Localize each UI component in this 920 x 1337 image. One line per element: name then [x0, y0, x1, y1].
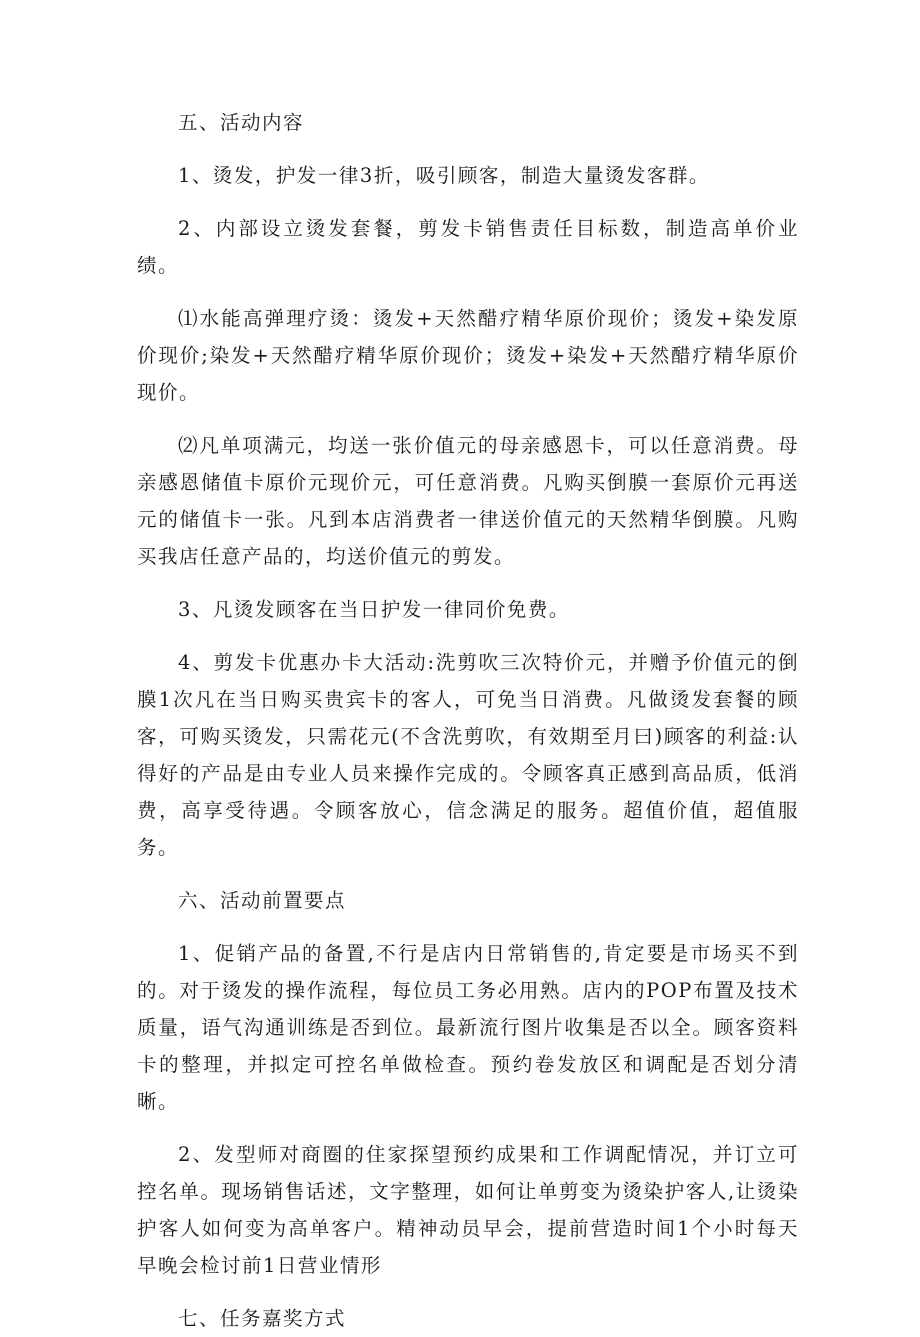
section-heading-preparation: 六、活动前置要点 — [178, 889, 347, 912]
paragraph-prep-1: 1、促销产品的备置,不行是店内日常销售的,肯定要是市场买不到的。对于烫发的操作流程，每位员工务必用熟。店内的POP布置及技术质量，语气沟通训练是否到位。最新流行图片收集是否以全。顾客资料卡的整理，并拟定可控名单做检查。预约卷发放区和调配是否划分清晰。 — [137, 942, 799, 1113]
paragraph-item-3: 3、凡烫发顾客在当日护发一律同价免费。 — [178, 598, 570, 621]
paragraph-prep-2: 2、发型师对商圈的住家探望预约成果和工作调配情况，并订立可控名单。现场销售话述，文字整理，如何让单剪变为烫染护客人,让烫染护客人如何变为高单客户。精神动员早会，提前营造时间1个小时每天早晚会检讨前1日营业情形 — [137, 1143, 799, 1277]
paragraph-item-4: 4、剪发卡优惠办卡大活动:洗剪吹三次特价元，并赠予价值元的倒膜1次凡在当日购买贵宾卡的客人，可免当日消费。凡做烫发套餐的顾客，可购买烫发，只需花元(不含洗剪吹，有效期至月曰)顾客的利益:认得好的产品是由专业人员来操作完成的。令顾客真正感到高品质，低消费，高享受待遇。令顾客放心，信念满足的服务。超值价值，超值服务。 — [137, 651, 799, 859]
paragraph-sub-item-1: ⑴水能高弹理疗烫：烫发+天然醋疗精华原价现价；烫发+染发原价现价;染发+天然醋疗精华原价现价；烫发+染发+天然醋疗精华原价现价。 — [137, 307, 799, 404]
paragraph-item-1: 1、烫发，护发一律3折，吸引顾客，制造大量烫发客群。 — [178, 164, 710, 187]
paragraph-sub-item-2: ⑵凡单项满元，均送一张价值元的母亲感恩卡，可以任意消费。母亲感恩储值卡原价元现价元，可任意消费。凡购买倒膜一套原价元再送元的储值卡一张。凡到本店消费者一律送价值元的天然精华倒膜。凡购买我店任意产品的，均送价值元的剪发。 — [137, 434, 799, 568]
document-body — [137, 104, 799, 1337]
section-heading-rewards: 七、任务嘉奖方式 — [178, 1307, 347, 1330]
section-heading-activity-content: 五、活动内容 — [178, 111, 305, 134]
paragraph-item-2: 2、内部设立烫发套餐，剪发卡销售责任目标数，制造高单价业绩。 — [137, 217, 799, 277]
